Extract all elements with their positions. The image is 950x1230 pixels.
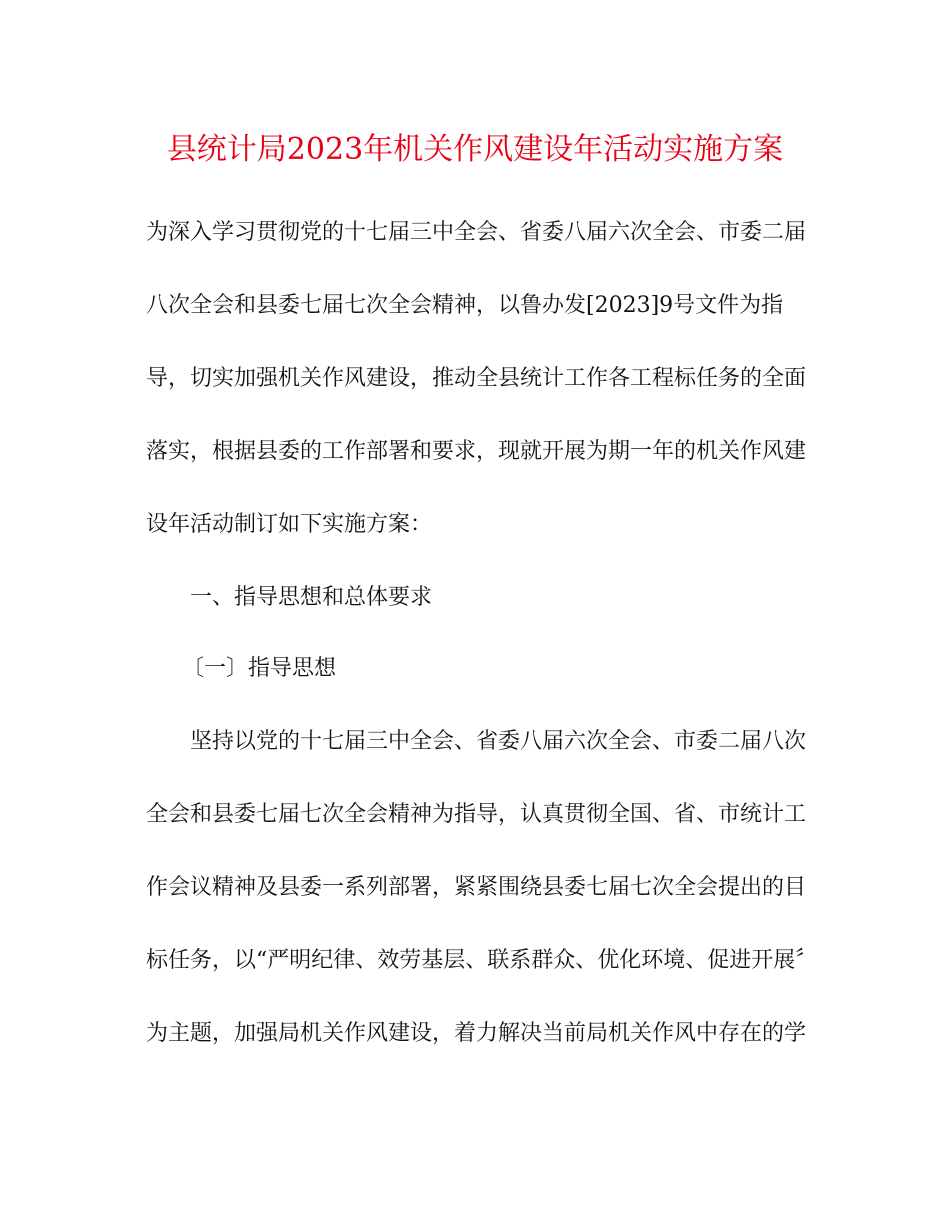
paragraph-line: 全会和县委七届七次全会精神为指导，认真贯彻全国、省、市统计工 <box>146 802 807 827</box>
paragraph-line: 作会议精神及县委一系列部署，紧紧围绕县委七届七次全会提出的目 <box>146 875 807 900</box>
subsection-heading: 〔一〕指导思想 <box>182 656 337 681</box>
section-heading: 一、指导思想和总体要求 <box>190 585 433 610</box>
paragraph-line: 为深入学习贯彻党的十七届三中全会、省委八届六次全会、市委二届 <box>146 220 807 245</box>
paragraph-line: 落实，根据县委的工作部署和要求，现就开展为期一年的机关作风建 <box>146 439 807 464</box>
paragraph-line: 为主题，加强局机关作风建设，着力解决当前局机关作风中存在的学 <box>146 1021 807 1046</box>
paragraph-line: 坚持以党的十七届三中全会、省委八届六次全会、市委二届八次 <box>190 729 807 754</box>
paragraph-line: 标任务，以“严明纪律、效劳基层、联系群众、优化环境、促进开展〞 <box>146 948 818 973</box>
paragraph-line: 导，切实加强机关作风建设，推动全县统计工作各工程标任务的全面 <box>146 366 807 391</box>
paragraph-line: 设年活动制订如下实施方案： <box>146 512 433 537</box>
document-title: 县统计局2023年机关作风建设年活动实施方案 <box>166 132 784 167</box>
paragraph-line: 八次全会和县委七届七次全会精神，以鲁办发[2023]9号文件为指 <box>146 293 784 318</box>
